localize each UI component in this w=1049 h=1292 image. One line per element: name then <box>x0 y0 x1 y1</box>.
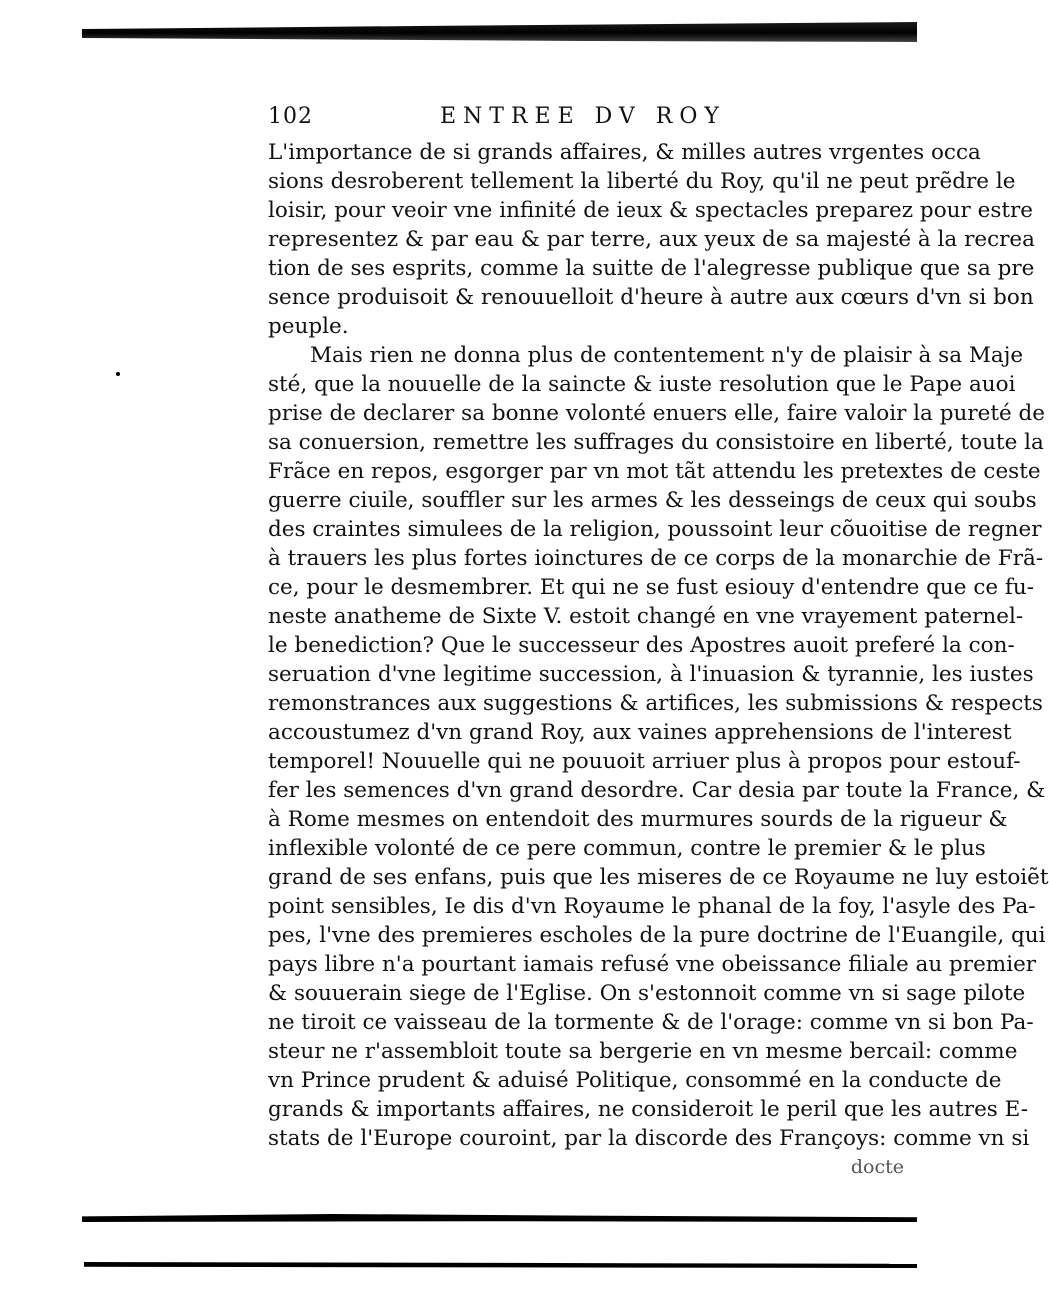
text-line: sté, que la nouuelle de la saincte & iuste resolution que le Pape auoi <box>268 372 1016 397</box>
text-line: Mais rien ne donna plus de contentement n'y de plaisir à sa Maje <box>310 343 1024 368</box>
text-line: à Rome mesmes on entendoit des murmures sourds de la rigueur & <box>268 807 1008 832</box>
text-line: Frãce en repos, esgorger par vn mot tãt attendu les pretextes de ceste <box>268 459 1041 484</box>
book-page <box>268 104 1049 1182</box>
bottom-scan-border-lower <box>84 1262 917 1268</box>
text-line: loisir, pour veoir vne infinité de ieux & spectacles preparez pour estre <box>268 198 1033 223</box>
text-line: sence produisoit & renouuelloit d'heure à autre aux cœurs d'vn si bon <box>268 285 1034 310</box>
text-line: pays libre n'a pourtant iamais refusé vne obeissance filiale au premier <box>268 952 1037 977</box>
text-line: guerre ciuile, souffler sur les armes & les desseings de ceux qui soubs <box>268 488 1037 513</box>
text-line: L'importance de si grands affaires, & milles autres vrgentes occa <box>268 140 981 165</box>
text-line: vn Prince prudent & aduisé Politique, consommé en la conducte de <box>268 1068 1002 1093</box>
text-line: grands & importants affaires, ne consideroit le peril que les autres E- <box>268 1097 1029 1122</box>
text-line: prise de declarer sa bonne volonté enuers elle, faire valoir la pureté de <box>268 401 1046 426</box>
text-line: sa conuersion, remettre les suffrages du consistoire en liberté, toute la <box>268 430 1044 455</box>
text-line: fer les semences d'vn grand desordre. Car desia par toute la France, & <box>268 778 1046 803</box>
text-line: representez & par eau & par terre, aux yeux de sa majesté à la recrea <box>268 227 1035 252</box>
bottom-scan-border <box>82 1214 917 1222</box>
text-line: peuple. <box>268 314 349 339</box>
text-line: le benediction? Que le successeur des Apostres auoit preferé la con- <box>268 633 1015 658</box>
text-line: à trauers les plus fortes ioinctures de ce corps de la monarchie de Frã- <box>268 546 1044 571</box>
text-line: neste anatheme de Sixte V. estoit changé en vne vrayement paternel- <box>268 604 1024 629</box>
text-line: & souuerain siege de l'Eglise. On s'estonnoit comme vn si sage pilote <box>268 981 1026 1006</box>
text-line: tion de ses esprits, comme la suitte de l'alegresse publique que sa pre <box>268 256 1035 281</box>
running-head: ENTREE DV ROY <box>440 104 726 129</box>
text-line: sions desroberent tellement la liberté du Roy, qu'il ne peut prẽdre le <box>268 169 1016 194</box>
text-line: temporel! Nouuelle qui ne pouuoit arriuer plus à propos pour estouf- <box>268 749 1021 774</box>
top-scan-border <box>82 22 917 42</box>
text-line: remonstrances aux suggestions & artifices, les submissions & respects <box>268 691 1043 716</box>
text-line: inflexible volonté de ce pere commun, contre le premier & le plus <box>268 836 986 861</box>
text-line: grand de ses enfans, puis que les miseres de ce Royaume ne luy estoiẽt <box>268 865 1049 890</box>
page-header <box>268 104 918 138</box>
text-line: seruation d'vne legitime succession, à l'inuasion & tyrannie, les iustes <box>268 662 1034 687</box>
body-text <box>268 138 1049 1153</box>
text-line: des craintes simulees de la religion, poussoint leur cõuoitise de regner <box>268 517 1042 542</box>
text-line: point sensibles, Ie dis d'vn Royaume le phanal de la foy, l'asyle des Pa- <box>268 894 1036 919</box>
ink-speck <box>116 372 120 376</box>
page-number: 102 <box>268 104 313 129</box>
catchword: docte <box>850 1156 904 1178</box>
text-line: accoustumez d'vn grand Roy, aux vaines apprehensions de l'interest <box>268 720 1012 745</box>
text-line: ce, pour le desmembrer. Et qui ne se fust esiouy d'entendre que ce fu- <box>268 575 1034 600</box>
text-line: steur ne r'assembloit toute sa bergerie en vn mesme bercail: comme <box>268 1039 1018 1064</box>
text-line: pes, l'vne des premieres escholes de la pure doctrine de l'Euangile, qui <box>268 923 1046 948</box>
text-line: stats de l'Europe couroint, par la discorde des Françoys: comme vn si <box>268 1126 1030 1151</box>
text-line: ne tiroit ce vaisseau de la tormente & de l'orage: comme vn si bon Pa- <box>268 1010 1034 1035</box>
